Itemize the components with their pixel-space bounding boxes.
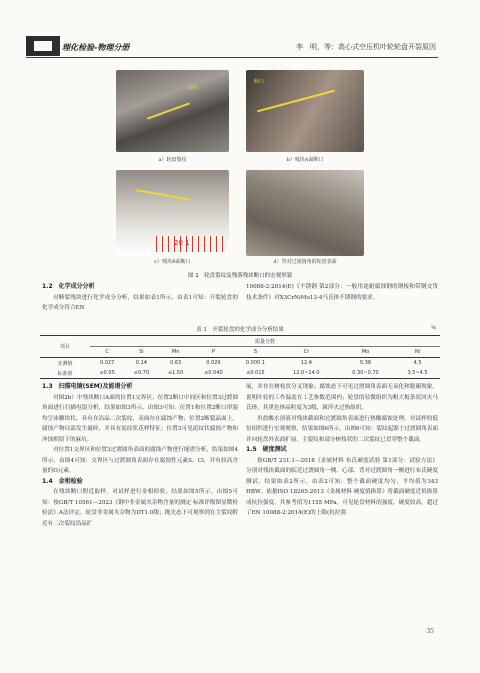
table-cell: 12.4: [300, 360, 312, 366]
row-header: 项目: [40, 336, 90, 358]
crack-arrow: [147, 102, 190, 119]
col-header: Mo: [336, 347, 395, 358]
panel-a-caption: a）轮盘裂纹: [158, 157, 187, 163]
table-cell: 0.63: [170, 360, 182, 366]
col-header: Ni: [395, 347, 440, 358]
para-metal: 在残块断口附近取样，对试样进行金相检验，结果如图5所示。由图5可知：按GB/T 10561—2023《钢中非金属夹杂物含量的测定 标准评级图显微检验法》A法评定，轮盘非金属夹杂物为DT1.0级；抛光态下可观察到在主裂纹附近有二次裂纹沿晶扩: [42, 489, 238, 527]
journal-logo: [26, 36, 60, 56]
crack-arrow: [136, 189, 191, 201]
table-cell: 3.5~4.5: [395, 368, 440, 379]
table-cell: ≤0.05: [90, 368, 124, 379]
para-standard: 10088-2:2014(E)《不锈钢 第2部分：一般用途耐腐蚀钢的钢板和带钢交货技术条件》对X3CrNiMo13-4马氏体不锈钢的要求。: [246, 284, 438, 301]
table-cell: 12.0~14.0: [277, 368, 336, 379]
para-hardness: 按GB/T 231.1—2018《金属材料 布氏硬度试验 第1部分：试验方法》分别对残块截面的临近过渡圆角一侧、心部、背对过渡圆角一侧进行布氏硬度测试，结果如表2所示。由表2可知：整个截面硬度均匀，平均值为343 HBW。依据ISO 18265:2013《金属材料 硬度值换算》将截面硬度近似换算成抗拉强度，其参考值为1155 MPa。可见轮盘材料的强度、硬度较高，超过了EN 10088-2:2014(E)的上限(抗拉强: [246, 457, 438, 516]
running-title: 李 明，等：高心式空压机叶轮轮盘开裂原因: [296, 43, 436, 51]
table-cell: ≤0.040: [193, 368, 234, 379]
right-top-block: [246, 282, 438, 303]
table-unit: %: [431, 325, 436, 331]
photo-disc-surface: [246, 170, 364, 256]
table-cell: 0.000 1: [245, 360, 265, 366]
page-number: 35: [426, 628, 434, 635]
crack-label: 裂纹: [188, 85, 199, 91]
table-cell: ≤0.70: [124, 368, 158, 379]
para-branching: 展，并存在树枝状分叉现象；腐蚀态下可见过渡圆角表面无氧化和脱碳现象，说明叶轮的工作温度在工艺参数范围内；轮盘的显微组织为粗大板条状回火马氏体，其黑色体晶粒度为3级，属淬火过热组织。: [246, 384, 438, 411]
table-cell: 0.14: [135, 360, 147, 366]
table-row: [40, 358, 440, 369]
heading-metal: 1.4 金相检验: [42, 477, 83, 485]
col-header: C: [90, 347, 124, 358]
heading-hardness: 1.5 硬度测试: [246, 446, 287, 453]
para-macro: 用盐酸水溶液对残块截面和过渡圆角表面进行热酸腐蚀处理，对试样的低倍组织进行宏观观察，结果如图6所示。由图6可知：裂纹起源于过渡圆角表面并向轮盘外表面扩展，主裂纹和部分树枝状的二次裂纹已贯穿整个截面。: [246, 415, 438, 443]
heading-chem: 1.2 化学成分分析: [42, 283, 95, 290]
left-top-block: [42, 282, 238, 314]
photo-disc-crack: [116, 70, 229, 152]
para-sem-1: 对图2b）中残块断口A面的位置1交界区、位置2断口中间区和位置3过渡圆角面进行扫描电镜分析，结果如图3所示。由图3可知：位置1和位置2断口形貌均呈冰糖块状，具有在沿晶二次裂纹，表面存在腐蚀产物；位置2断裂晶面上，腐蚀产物局部发生破碎，并具有泥纹状花样特征；位置3可见泥纹状腐蚀产物和冲蚀损留下的麻坑。: [42, 394, 238, 443]
left-column: [42, 382, 238, 529]
fracture-label: 断口: [254, 79, 265, 85]
row-label: 实测值: [57, 360, 73, 367]
row-label: 标准值: [40, 368, 90, 379]
table-cell: 0.029: [206, 360, 221, 366]
photo-fragment-b: [116, 170, 229, 256]
panel-b-caption: b）残块A面断口: [286, 157, 324, 163]
table-cell: 0.027: [99, 360, 115, 366]
table-cell: 0.30~0.70: [336, 368, 395, 379]
table-cell: ≤1.50: [159, 368, 193, 379]
group-header: 质量分数: [90, 336, 440, 347]
panel-d-caption: d）背对过渡圆角的轮盘表面: [273, 259, 337, 265]
photo-fragment-a: [246, 70, 364, 152]
heading-sem: 1.3 扫描电镜(SEM)及能谱分析: [42, 383, 133, 390]
crack-arrow: [257, 90, 335, 112]
ruler: [156, 236, 226, 252]
journal-name: 理化检验-物理分册: [62, 43, 130, 52]
para-chem: 对断裂残块进行化学成分分析，结果如表1所示。由表1可知：开裂轮盘的化学成分符合EN: [42, 294, 238, 311]
chem-table: [40, 335, 440, 379]
col-header: Cr: [277, 347, 336, 358]
col-header: Mn: [159, 347, 193, 358]
figure-caption: 图 2 轮盘裂纹及残落残块断口的宏观形貌: [187, 273, 293, 279]
table-cell: 4.5: [413, 360, 422, 366]
table-cell: ≤0.015: [234, 368, 277, 379]
table-cell: 0.38: [359, 360, 372, 366]
ruler-digits: 20 1: [174, 239, 190, 247]
col-header: Si: [124, 347, 158, 358]
col-header: S: [234, 347, 277, 358]
panel-c-caption: c）残块B面断口: [154, 259, 191, 265]
header-rule: [26, 57, 438, 58]
para-sem-2: 对位置1交界区和位置3过渡圆角表面的腐蚀产物进行能谱分析，结果如图4所示。由图4可知：交界区与过渡圆角表面存在腐蚀性元素S、Cl，并有较高含量的O元素。: [42, 447, 238, 474]
col-header: P: [193, 347, 234, 358]
table-row: [40, 368, 440, 379]
right-column: [246, 382, 438, 519]
table-title: 表 1 开裂轮盘的化学成分分析结果: [196, 327, 284, 333]
